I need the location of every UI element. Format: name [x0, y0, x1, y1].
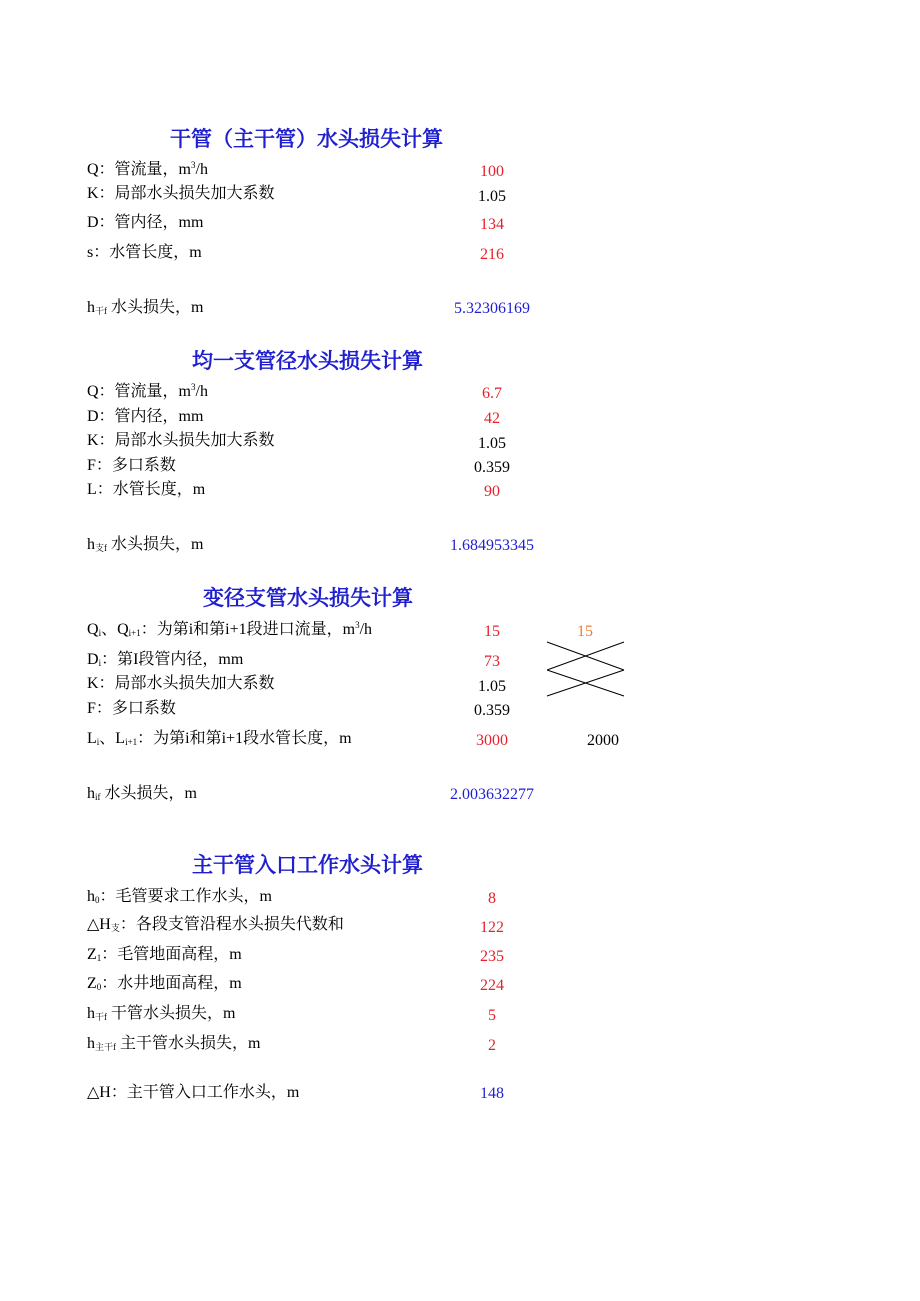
- s3-value-k: 1.05: [478, 678, 506, 695]
- s2-value-l: 90: [484, 483, 500, 500]
- s4-value-hzgf: 2: [488, 1037, 496, 1054]
- s4-value-z0: 224: [480, 977, 504, 994]
- s4-result-value: 148: [480, 1085, 504, 1102]
- s4-value-hgf: 5: [488, 1007, 496, 1024]
- s3-label-q: $Q_i$、$Q_{i+1}$：为第i和第i+1段进口流量，$m^3/h$: [87, 620, 373, 638]
- s1-value-q: 100: [480, 163, 504, 180]
- s2-value-k: 1.05: [478, 435, 506, 452]
- s1-label-s: s：水管长度，m: [87, 244, 202, 261]
- s3-value-l2: 2000: [587, 732, 619, 749]
- s4-label-z1: $Z_1$：毛管地面高程，m: [87, 946, 242, 963]
- s4-label-h0: $h_0$：毛管要求工作水头，m: [87, 888, 272, 905]
- s2-label-q: Q：管流量，$m^3/h$: [87, 382, 208, 400]
- s4-value-z1: 235: [480, 948, 504, 965]
- s3-value-f: 0.359: [474, 702, 510, 719]
- s2-result-label: $h_{支f}$ 水头损失，m: [87, 536, 204, 553]
- section2-title: 均一支管径水头损失计算: [192, 349, 423, 373]
- s1-value-d: 134: [480, 216, 504, 233]
- s2-value-d: 42: [484, 410, 500, 427]
- s4-label-hgf: $h_{干f}$ 干管水头损失，m: [87, 1005, 236, 1022]
- s3-result-value: 2.003632277: [450, 786, 534, 803]
- s3-label-d: $D_i$：第I段管内径，mm: [87, 651, 244, 668]
- s3-label-k: K：局部水头损失加大系数: [87, 675, 275, 692]
- s1-label-k: K：局部水头损失加大系数: [87, 185, 275, 202]
- s4-label-hzgf: $h_{主干f}$ 主干管水头损失，m: [87, 1035, 261, 1052]
- s2-result-value: 1.684953345: [450, 537, 534, 554]
- s3-value-l1: 3000: [476, 732, 508, 749]
- s1-result-value: 5.32306169: [454, 300, 530, 317]
- s4-label-z0: $Z_0$：水井地面高程，m: [87, 975, 242, 992]
- section4-title: 主干管入口工作水头计算: [192, 853, 423, 877]
- s3-value-d: 73: [484, 653, 500, 670]
- s1-label-d: D：管内径，mm: [87, 214, 204, 231]
- s2-label-d: D：管内径，mm: [87, 408, 204, 425]
- section3-title: 变径支管水头损失计算: [203, 586, 413, 610]
- s1-result-label: $h_{干f}$ 水头损失，m: [87, 299, 204, 316]
- s2-value-f: 0.359: [474, 459, 510, 476]
- s3-value-q2: 15: [577, 623, 593, 640]
- s3-value-q1: 15: [484, 623, 500, 640]
- s2-label-l: L：水管长度，m: [87, 481, 206, 498]
- s1-value-s: 216: [480, 246, 504, 263]
- section1-title: 干管（主干管）水头损失计算: [170, 127, 443, 151]
- s4-result-label: △H：主干管入口工作水头，m: [87, 1084, 300, 1101]
- s4-value-h0: 8: [488, 890, 496, 907]
- s2-value-q: 6.7: [482, 385, 502, 402]
- cross-diagram: [545, 640, 627, 700]
- s2-label-k: K：局部水头损失加大系数: [87, 432, 275, 449]
- s3-result-label: $h_{if}$ 水头损失，m: [87, 785, 197, 802]
- s4-value-dh: 122: [480, 919, 504, 936]
- s4-label-dh: $\triangle H_支$：各段支管沿程水头损失代数和: [87, 916, 344, 933]
- s3-label-l: $L_i$、$L_{i+1}$：为第i和第i+1段水管长度，m: [87, 730, 352, 747]
- s1-value-k: 1.05: [478, 188, 506, 205]
- s2-label-f: F：多口系数: [87, 457, 176, 474]
- s3-label-f: F：多口系数: [87, 700, 176, 717]
- s1-label-q: Q：管流量，$m^3/h$: [87, 160, 208, 178]
